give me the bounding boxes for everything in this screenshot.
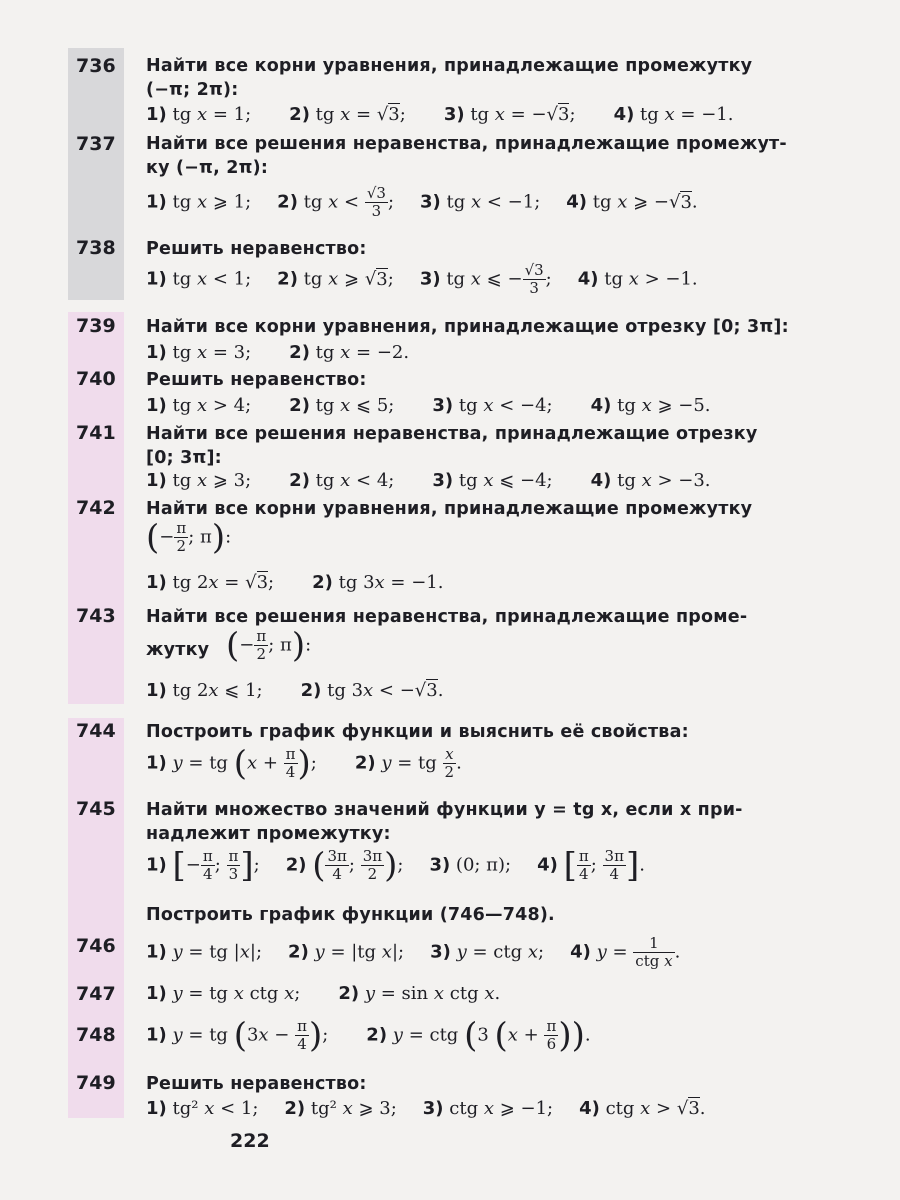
problem-text: (−π; 2π):	[146, 80, 239, 100]
problem-items: 1) tg 2x = √3; 2) tg 3x = −1.	[146, 572, 444, 593]
problem-text: Найти все решения неравенства, принадлежащие промежут-	[146, 134, 787, 154]
problem-text: Решить неравенство:	[146, 1074, 367, 1094]
problem-text: Найти все корни уравнения, принадлежащие отрезку [0; 3π]:	[146, 317, 789, 337]
problem-text: ку (−π, 2π):	[146, 158, 269, 178]
problem-text: [0; 3π]:	[146, 448, 222, 468]
problem-text: Построить график функции и выяснить её свойства:	[146, 722, 689, 742]
margin-strip-gray	[68, 48, 124, 300]
problem-number: 747	[76, 983, 116, 1005]
problem-text: Решить неравенство:	[146, 239, 367, 259]
problem-number: 749	[76, 1072, 116, 1094]
problem-items: 1) y = tg (3x − $\frac{\pi}{4}$ ); 2) y = ctg (3 (x + $\frac{\pi}{6}$ )).	[146, 1015, 591, 1056]
problem-text: надлежит промежутку:	[146, 824, 391, 844]
problem-items: 1) y = tg (x + $\frac{\pi}{4}$ ); 2) y = tg $\frac{x}{2}$ .	[146, 743, 462, 784]
problem-text: Найти множество значений функции y = tg x, если x при-	[146, 800, 743, 820]
problem-number: 742	[76, 497, 116, 519]
problem-items: 1) tg x ⩾ 3; 2) tg x < 4; 3) tg x ⩽ −4; 4) tg x > −3.	[146, 470, 711, 491]
problem-number: 744	[76, 720, 116, 742]
problem-text: Найти все корни уравнения, принадлежащие промежутку	[146, 56, 753, 76]
problem-items: 1) y = tg x ctg x; 2) y = sin x ctg x.	[146, 983, 501, 1004]
problem-items: 1) tg x < 1; 2) tg x ⩾ √3; 3) tg x ⩽ − $\frac{√3}{3}$ ; 4) tg x > −1.	[146, 261, 698, 297]
problem-items: 1) tg² x < 1; 2) tg² x ⩾ 3; 3) ctg x ⩾ −1; 4) ctg x > √3.	[146, 1098, 706, 1119]
problem-number: 746	[76, 935, 116, 957]
problem-number: 745	[76, 798, 116, 820]
problem-number: 741	[76, 422, 116, 444]
problem-items: 1) tg x ⩾ 1; 2) tg x < $\frac{√3}{3}$ ; 3) tg x < −1; 4) tg x ⩾ −√3.	[146, 184, 698, 220]
problem-number: 736	[76, 55, 116, 77]
problem-number: 748	[76, 1024, 116, 1046]
problem-items: 1) y = tg |x|; 2) y = |tg x|; 3) y = ctg x; 4) y = $\frac{1}{\text{ctg x}}$ .	[146, 934, 681, 970]
problem-interval: (− $\frac{\pi}{2}$ ; π):	[226, 625, 312, 666]
problem-number: 743	[76, 605, 116, 627]
page-number: 222	[230, 1130, 270, 1152]
problem-text: жутку	[146, 640, 210, 660]
problem-text: Найти все решения неравенства, принадлежащие отрезку	[146, 424, 758, 444]
problem-items: 1) tg x > 4; 2) tg x ⩽ 5; 3) tg x < −4; 4) tg x ⩾ −5.	[146, 395, 711, 416]
problem-text: Найти все решения неравенства, принадлежащие проме-	[146, 607, 748, 627]
problem-items: 1) [− $\frac{\pi}{4}$ ; $\frac{\pi}{3}$ ]; 2) ( $\frac{3\pi}{4}$ ; $\frac{3\pi}{2}$ ); 3) (0; π); 4) [ $\frac{\pi}{4}$ ; $\frac{3\pi}{4}$ ].	[146, 845, 645, 886]
problem-number: 740	[76, 368, 116, 390]
problem-number: 738	[76, 237, 116, 259]
problem-interval: (− $\frac{\pi}{2}$ ; π):	[146, 517, 232, 558]
section-heading: Построить график функции (746—748).	[146, 905, 555, 925]
problem-items: 1) tg x = 1; 2) tg x = √3; 3) tg x = −√3; 4) tg x = −1.	[146, 104, 734, 125]
problem-number: 739	[76, 315, 116, 337]
problem-text: Найти все корни уравнения, принадлежащие промежутку	[146, 499, 753, 519]
margin-strip-pink-2	[68, 718, 124, 1118]
problem-number: 737	[76, 133, 116, 155]
problem-items: 1) tg x = 3; 2) tg x = −2.	[146, 342, 410, 363]
problem-items: 1) tg 2x ⩽ 1; 2) tg 3x < −√3.	[146, 680, 444, 701]
problem-text: Решить неравенство:	[146, 370, 367, 390]
